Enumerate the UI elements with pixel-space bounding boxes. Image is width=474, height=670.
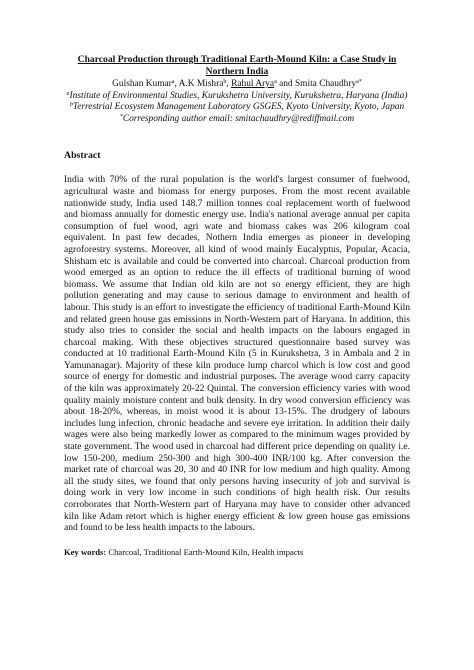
abstract-body: India with 70% of the rural population is the world's largest consumer of fuelwood, agricultural waste and biomass for energy purposes. From the most recent available nationwide study, India used 148.7 million tonnes coal replacement worth of fuelwood and biomass annually for domestic energy use. India's national average annual per capita consumption of fuel wood, agri wate and biomass cakes was 206 kilogram coal equivalent. In past few decades, Nothern India emerges as pioneer in developing agroforestry systems. Moreover, all kind of wood mainly Eucalyptus, Popular, Acacia, Shisham etc is available and could be converted into charcoal. Charcoal production from wood emerged as an option to reduce the ill effects of traditional burning of wood biomass. We assume that Indian old kiln are not so energy efficient, they are high pollution generating and may cause to serious damage to environment and health of labour. This study is an effort to investigate the efficiency of traditional Earth-Mound Kiln and related green house gas emissions in North-Western part of Haryana. In addition, this study also tries to consider the social and health impacts on the labours engaged in charcoal making. With these objectives structured questionnaire based survey was conducted at 10 traditional Earth-Mound Kiln (5 in Kurukshetra, 3 in Ambala and 2 in Yamunanagar). Majority of these kiln produce lump charcol which is low cost and good source of energy for domestic and industrial purposes. The average wood carry capacity of the kiln was approximately 20-22 Quintal. The conversion efficiency varies with wood quality mainly moisture content and bulk density. In dry wood conversion efficiency was about 18-20%, whereas, in moist wood it is about 13-15%. The drudgery of labours includes lung infection, chronic headache and severe eye irritation. In addition their daily wages were also being markedly lower as compared to the minimum wages provided by state government. The wood used in charcoal had different price depending on quality i.e. low 150-200, medium 250-300 and high 300-400 INR/100 kg. After conversion the market rate of charcoal was 20, 30 and 40 INR for low medium and high quality. Among all the study sites, we found that only persons having insecurity of job and survival is doing work in very low income in such conditions of high health risk. Our results corroborates that North-Western part of Haryana may have to consider other advanced kiln like Adam retort which is higher energy efficient & low green house gas emissions and found to be less health impacts to the labours. (64, 174, 410, 534)
author-name: Gulshan Kumar (112, 79, 172, 89)
corresponding-author-line (64, 114, 410, 126)
keywords-label: Key words: (64, 546, 107, 557)
affiliation-mark: * (119, 113, 123, 120)
affiliation-line (64, 91, 410, 103)
keywords-text: Charcoal, Traditional Earth-Mound Kiln, Health impacts (108, 546, 304, 557)
author-name: Smita Chaudhry (294, 79, 357, 89)
paper-title: Charcoal Production through Traditional Earth-Mound Kiln: a Case Study in Northern India (77, 54, 397, 77)
author-affiliation-mark: a (274, 79, 277, 85)
corresponding-author-email: Corresponding author email: smitachaudhry@rediffmail.com (122, 113, 355, 124)
author-separator: , (226, 79, 232, 89)
affiliation-line (64, 102, 410, 114)
abstract-heading: Abstract (64, 150, 101, 162)
author-name: Rahul Arya (231, 79, 275, 89)
author-affiliation-mark: b (223, 79, 227, 85)
author-affiliation-mark: a (171, 79, 175, 85)
author-separator: and (276, 79, 295, 89)
author-list (64, 79, 410, 91)
keywords-line (64, 547, 410, 558)
author-name: A.K Mishra (178, 79, 224, 89)
affiliation-text: Terrestrial Ecosystem Management Laboratory GSGES, Kyoto University, Kyoto, Japan (72, 102, 405, 113)
author-affiliation-mark: a* (356, 79, 362, 85)
author-separator: , (174, 79, 179, 89)
affiliation-text: Institute of Environmental Studies, Kurukshetra University, Kurukshetra, Haryana (India) (69, 90, 408, 101)
affiliation-mark: b (69, 102, 73, 109)
affiliation-mark: a (66, 90, 70, 97)
